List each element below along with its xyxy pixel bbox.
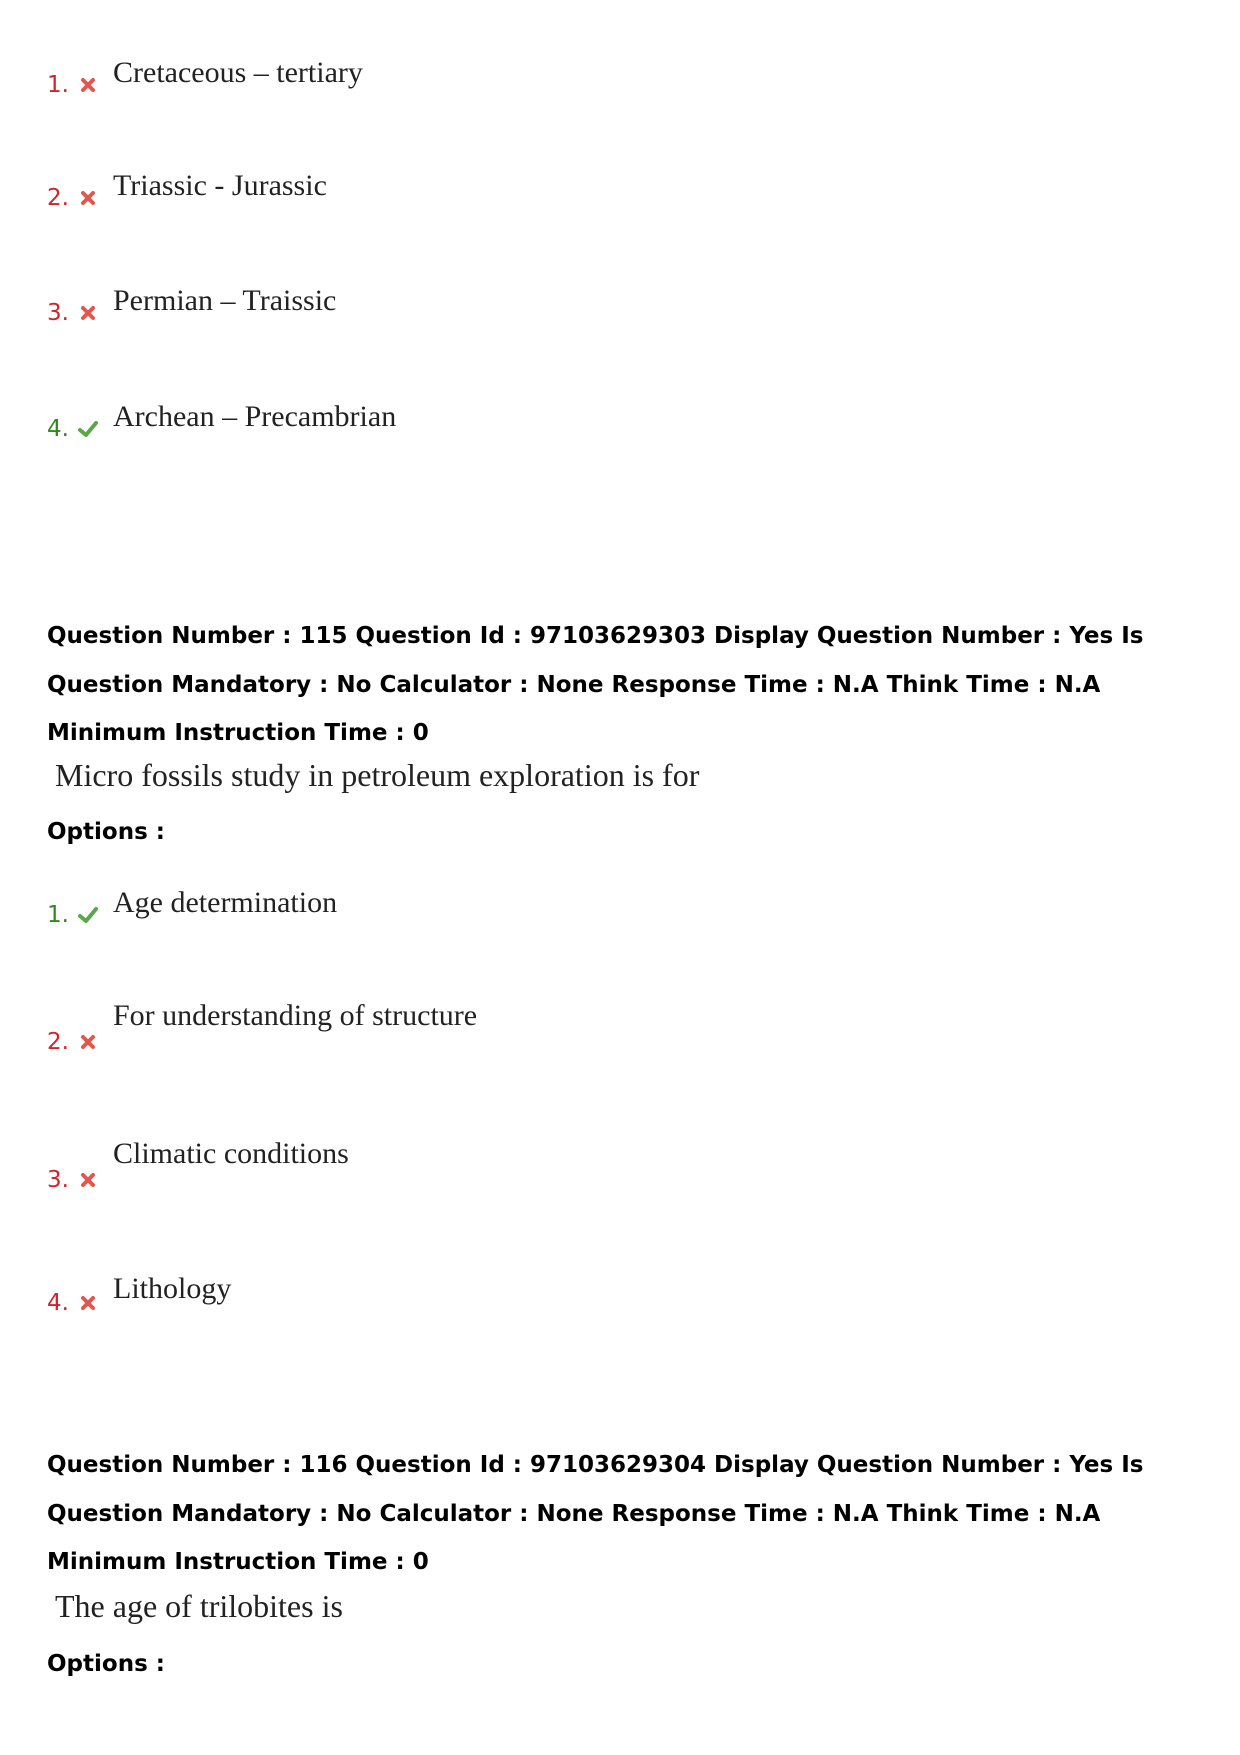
question-meta: Question Number : 115 Question Id : 97103629303 Display Question Number : Yes Is Question Mandatory : No Calculator : None Response Time : N.A Think Time : N.A Minimum Instruction Time : 0 <box>47 623 1144 746</box>
option-number: 1. <box>47 902 69 928</box>
cross-icon <box>77 1031 99 1053</box>
option-text: Lithology <box>113 1272 232 1305</box>
cross-icon <box>77 1169 99 1191</box>
option-number: 2. <box>47 1029 69 1055</box>
option-text: Age determination <box>113 886 338 919</box>
cross-icon <box>77 74 99 96</box>
option-number: 3. <box>47 300 69 326</box>
option-text: Cretaceous – tertiary <box>113 56 363 89</box>
option-number: 3. <box>47 1167 69 1193</box>
option-number: 4. <box>47 416 69 442</box>
option-text: Archean – Precambrian <box>113 400 397 433</box>
question-text: The age of trilobites is <box>55 1588 343 1624</box>
check-icon <box>77 904 99 926</box>
cross-icon <box>77 302 99 324</box>
option-text: Triassic - Jurassic <box>113 169 327 202</box>
cross-icon <box>77 187 99 209</box>
option-text: Permian – Traissic <box>113 284 337 317</box>
option-number: 4. <box>47 1290 69 1316</box>
options-label: Options : <box>47 1651 165 1677</box>
options-label: Options : <box>47 819 165 845</box>
option-number: 1. <box>47 72 69 98</box>
option-number: 2. <box>47 185 69 211</box>
cross-icon <box>77 1292 99 1314</box>
option-text: Climatic conditions <box>113 1137 349 1170</box>
option-text: For understanding of structure <box>113 999 478 1032</box>
question-meta: Question Number : 116 Question Id : 97103629304 Display Question Number : Yes Is Question Mandatory : No Calculator : None Response Time : N.A Think Time : N.A Minimum Instruction Time : 0 <box>47 1452 1144 1575</box>
check-icon <box>77 418 99 440</box>
question-text: Micro fossils study in petroleum exploration is for <box>55 757 700 793</box>
